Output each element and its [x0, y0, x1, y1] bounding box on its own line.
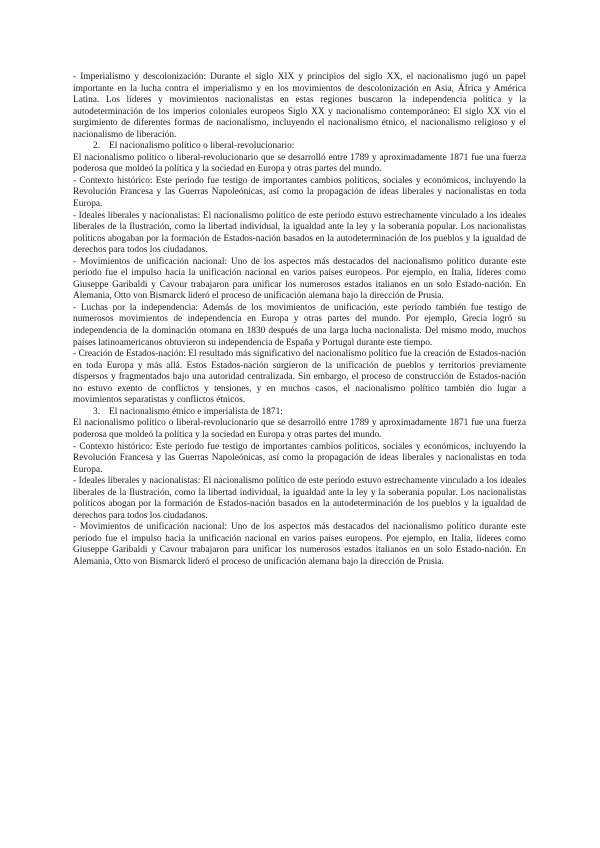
section-3-title: El nacionalismo étnico e imperialista de 1871:	[109, 406, 283, 417]
section-2-paragraph: - Contexto histórico: Este período fue testigo de importantes cambios políticos, sociales y económicos, incluyendo la Revolución Francesa y las Guerras Napoleónicas, así como la propagación de ideas liberales y nacionalistas en toda Europa.	[73, 175, 526, 210]
document-page	[73, 72, 526, 569]
section-2-paragraph: El nacionalismo político o liberal-revolucionario que se desarrolló entre 1789 y aproximadamente 1871 fue una fuerza poderosa que moldeó la política y la sociedad en Europa y otras partes del mundo.	[73, 152, 526, 175]
intro-paragraph: - Imperialismo y descolonización: Durante el siglo XIX y principios del siglo XX, el nacionalismo jugó un papel importante en la lucha contra el imperialismo y en los movimientos de descolonización en Asia, África y América Latina. Los líderes y movimientos nacionalistas en estas regiones buscaron la independencia política y la autodeterminación de los imperios coloniales europeos Siglo XX y nacionalismo contemporáneo: El siglo XX vio el surgimiento de diferentes formas de nacionalismo, incluyendo el nacionalismo étnico, el nacionalismo religioso y el nacionalismo de liberación.	[73, 72, 526, 140]
section-2-title: El nacionalismo político o liberal-revolucionario:	[109, 141, 295, 152]
section-2-heading	[73, 141, 526, 153]
section-3-paragraph: - Ideales liberales y nacionalistas: El nacionalismo político de este período estuvo estrechamente vinculado a los ideales liberales de la Ilustración, como la libertad individual, la igualdad ante la ley y la soberanía popular. Los nacionalistas políticos abogan por la formación de Estados-nación basados en la autodeterminación de los pueblos y la igualdad de derechos para todos los ciudadanos.	[73, 476, 526, 521]
section-2-paragraph: - Movimientos de unificación nacional: Uno de los aspectos más destacados del nacionalismo político durante este período fue el impulso hacia la unificación nacional en varios países europeos. Por ejemplo, en Italia, líderes como Giuseppe Garibaldi y Cavour trabajaron para unificar los numerosos estados italianos en un solo Estado-nación. En Alemania, Otto von Bismarck lideró el proceso de unificación alemana bajo la dirección de Prusia.	[73, 256, 526, 302]
section-2-paragraph: - Luchas por la independencia: Además de los movimientos de unificación, este período también fue testigo de numerosos movimientos de independencia en Europa y otras partes del mundo. Por ejemplo, Grecia logró su independencia de la dominación otomana en 1830 después de una larga lucha nacionalista. Del mismo modo, muchos países latinoamericanos obtuvieron su independencia de España y Portugal durante este tiempo.	[73, 302, 526, 348]
section-2-paragraph: - Creación de Estados-nación: El resultado más significativo del nacionalismo político fue la creación de Estados-nación en toda Europa y más allá. Estos Estados-nación surgieron de la unificación de pueblos y territorios previamente dispersos y fragmentados bajo una autoridad centralizada. Sin embargo, el proceso de construcción de Estados-nación no estuvo exento de conflictos y tensiones, y en muchos casos, el nacionalismo político también dio lugar a movimientos separatistas y conflictos étnicos.	[73, 349, 526, 406]
section-3-paragraph: - Movimientos de unificación nacional: Uno de los aspectos más destacados del nacionalismo político durante este período fue el impulso hacia la unificación nacional en varios países europeos. Por ejemplo, en Italia, líderes como Giuseppe Garibaldi y Cavour trabajaron para unificar los numerosos estados italianos en un solo Estado-nación. En Alemania, Otto von Bismarck lideró el proceso de unificación alemana bajo la dirección de Prusia.	[73, 522, 526, 567]
section-3-number: 3.	[93, 406, 101, 417]
section-3-heading	[73, 407, 526, 419]
section-2-number: 2.	[93, 141, 101, 152]
section-2-paragraph: - Ideales liberales y nacionalistas: El nacionalismo político de este período estuvo estrechamente vinculado a los ideales liberales de la Ilustración, como la libertad individual, la igualdad ante la ley y la soberanía popular. Los nacionalistas políticos abogaban por la formación de Estados-nación basados en la autodeterminación de los pueblos y la igualdad de derechos para todos los ciudadanos.	[73, 210, 526, 256]
section-3-paragraph: El nacionalismo político o liberal-revolucionario que se desarrolló entre 1789 y aproximadamente 1871 fue una fuerza poderosa que moldeó la política y la sociedad en Europa y otras partes del mundo.	[73, 418, 526, 440]
section-3-paragraph: - Contexto histórico: Este período fue testigo de importantes cambios políticos, sociales y económicos, incluyendo la Revolución Francesa y las Guerras Napoleónicas, así como la propagación de ideas liberales y nacionalistas en toda Europa.	[73, 441, 526, 475]
